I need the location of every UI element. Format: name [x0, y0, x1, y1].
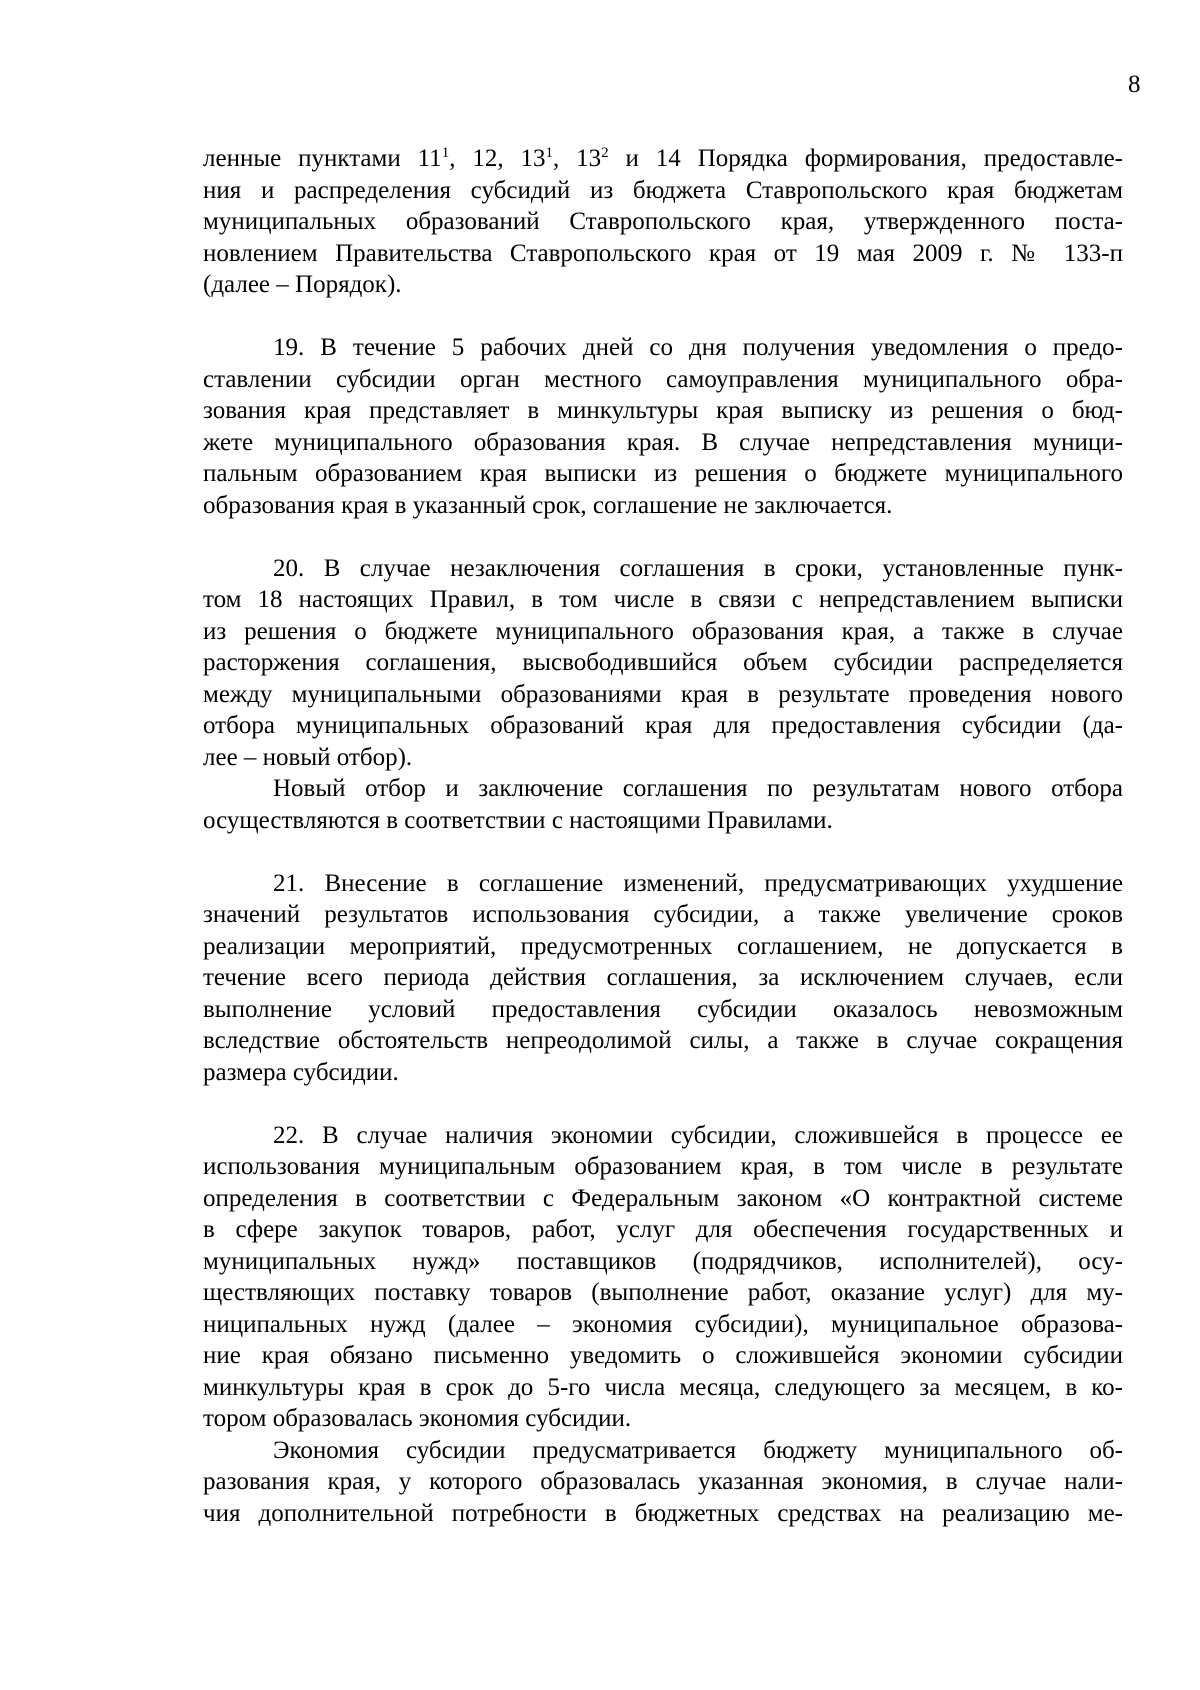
- text-line: вследствие обстоятельств непреодолимой силы, а также в случае сокращения: [203, 1027, 1123, 1054]
- text-line: определения в соответствии с Федеральным законом «О контрактной системе: [203, 1184, 1123, 1212]
- text-line: размера субсидии.: [203, 1058, 399, 1086]
- text-line: расторжения соглашения, высвободившийся объем субсидии распределяется: [203, 649, 1123, 676]
- text-line: зования края представляет в минкультуры края выписку из решения о бюд-: [203, 397, 1123, 424]
- text-line: в сфере закупок товаров, работ, услуг для обеспечения государственных и: [203, 1216, 1123, 1243]
- text-line: 20. В случае незаключения соглашения в сроки, установленные пунк-: [273, 554, 1123, 582]
- text-line: ниципальных нужд (далее – экономия субсидии), муниципальное образова-: [203, 1310, 1123, 1338]
- text-line: пальным образованием края выписки из решения о бюджете муниципального: [203, 460, 1123, 487]
- paragraph-20: [203, 553, 1123, 837]
- text-line: осуществляются в соответствии с настоящими Правилами.: [203, 806, 833, 834]
- text-line: Экономия субсидии предусматривается бюджету муниципального об-: [273, 1436, 1123, 1464]
- text-line: том 18 настоящих Правил, в том числе в связи с непредставлением выписки: [203, 586, 1123, 613]
- paragraph-22: [203, 1120, 1123, 1530]
- superscript: 1: [545, 145, 553, 161]
- superscript: 2: [601, 145, 609, 161]
- text-line: 19. В течение 5 рабочих дней со дня получения уведомления о предо-: [273, 334, 1123, 361]
- text-line: муниципальных нужд» поставщиков (подрядчиков, исполнителей), осу-: [203, 1247, 1123, 1275]
- text-line: реализации мероприятий, предусмотренных соглашением, не допускается в: [203, 932, 1123, 960]
- text-line: тором образовалась экономия субсидии.: [203, 1405, 632, 1432]
- text-line: выполнение условий предоставления субсидии оказалось невозможным: [203, 995, 1123, 1023]
- text-line: ние края обязано письменно уведомить о сложившейся экономии субсидии: [203, 1342, 1123, 1369]
- document-body: [203, 143, 1123, 1529]
- paragraph-19: [203, 332, 1123, 521]
- text-line: Новый отбор и заключение соглашения по результатам нового отбора: [273, 775, 1123, 802]
- text-line: ленные пунктами $11^1$, 12, $13^1$, $13^2$ и 14 Порядка формирования, предоставле-: [203, 145, 1124, 172]
- text-line: использования муниципальным образованием края, в том числе в результате: [203, 1153, 1123, 1180]
- text-line: 22. В случае наличия экономии субсидии, сложившейся в процессе ее: [273, 1121, 1123, 1149]
- text-line: ставлении субсидии орган местного самоуправления муниципального обра-: [203, 365, 1123, 393]
- text-line: между муниципальными образованиями края в результате проведения нового: [203, 680, 1123, 708]
- text-line: течение всего периода действия соглашения, за исключением случаев, если: [203, 964, 1123, 991]
- text-line: (далее – Порядок).: [203, 271, 402, 298]
- text-line: разования края, у которого образовалась указанная экономия, в случае нали-: [203, 1468, 1123, 1495]
- text-line: ществляющих поставку товаров (выполнение работ, оказание услуг) для му-: [203, 1279, 1123, 1306]
- text-line: новлением Правительства Ставропольского края от 19 мая 2009 г. № 133-п: [203, 239, 1123, 267]
- text-line: минкультуры края в срок до 5-го числа месяца, следующего за месяцем, в ко-: [203, 1373, 1123, 1401]
- superscript: 1: [441, 145, 450, 161]
- page-number: 8: [1128, 71, 1141, 98]
- paragraph-intro: [203, 143, 1123, 301]
- text-line: лее – новый отбор).: [203, 743, 413, 771]
- text-line: жете муниципального образования края. В случае непредставления муници-: [203, 428, 1123, 456]
- text-line: 21. Внесение в соглашение изменений, предусматривающих ухудшение: [273, 869, 1123, 897]
- text-line: значений результатов использования субсидии, а также увеличение сроков: [203, 901, 1123, 928]
- text-line: ния и распределения субсидий из бюджета Ставропольского края бюджетам: [203, 176, 1123, 204]
- text-line: отбора муниципальных образований края для предоставления субсидии (да-: [203, 712, 1123, 739]
- text-line: образования края в указанный срок, соглашение не заключается.: [203, 491, 893, 519]
- text-line: муниципальных образований Ставропольского края, утвержденного поста-: [203, 208, 1123, 235]
- paragraph-21: [203, 868, 1123, 1089]
- text-line: из решения о бюджете муниципального образования края, а также в случае: [203, 617, 1123, 645]
- text-line: чия дополнительной потребности в бюджетных средствах на реализацию ме-: [203, 1499, 1123, 1527]
